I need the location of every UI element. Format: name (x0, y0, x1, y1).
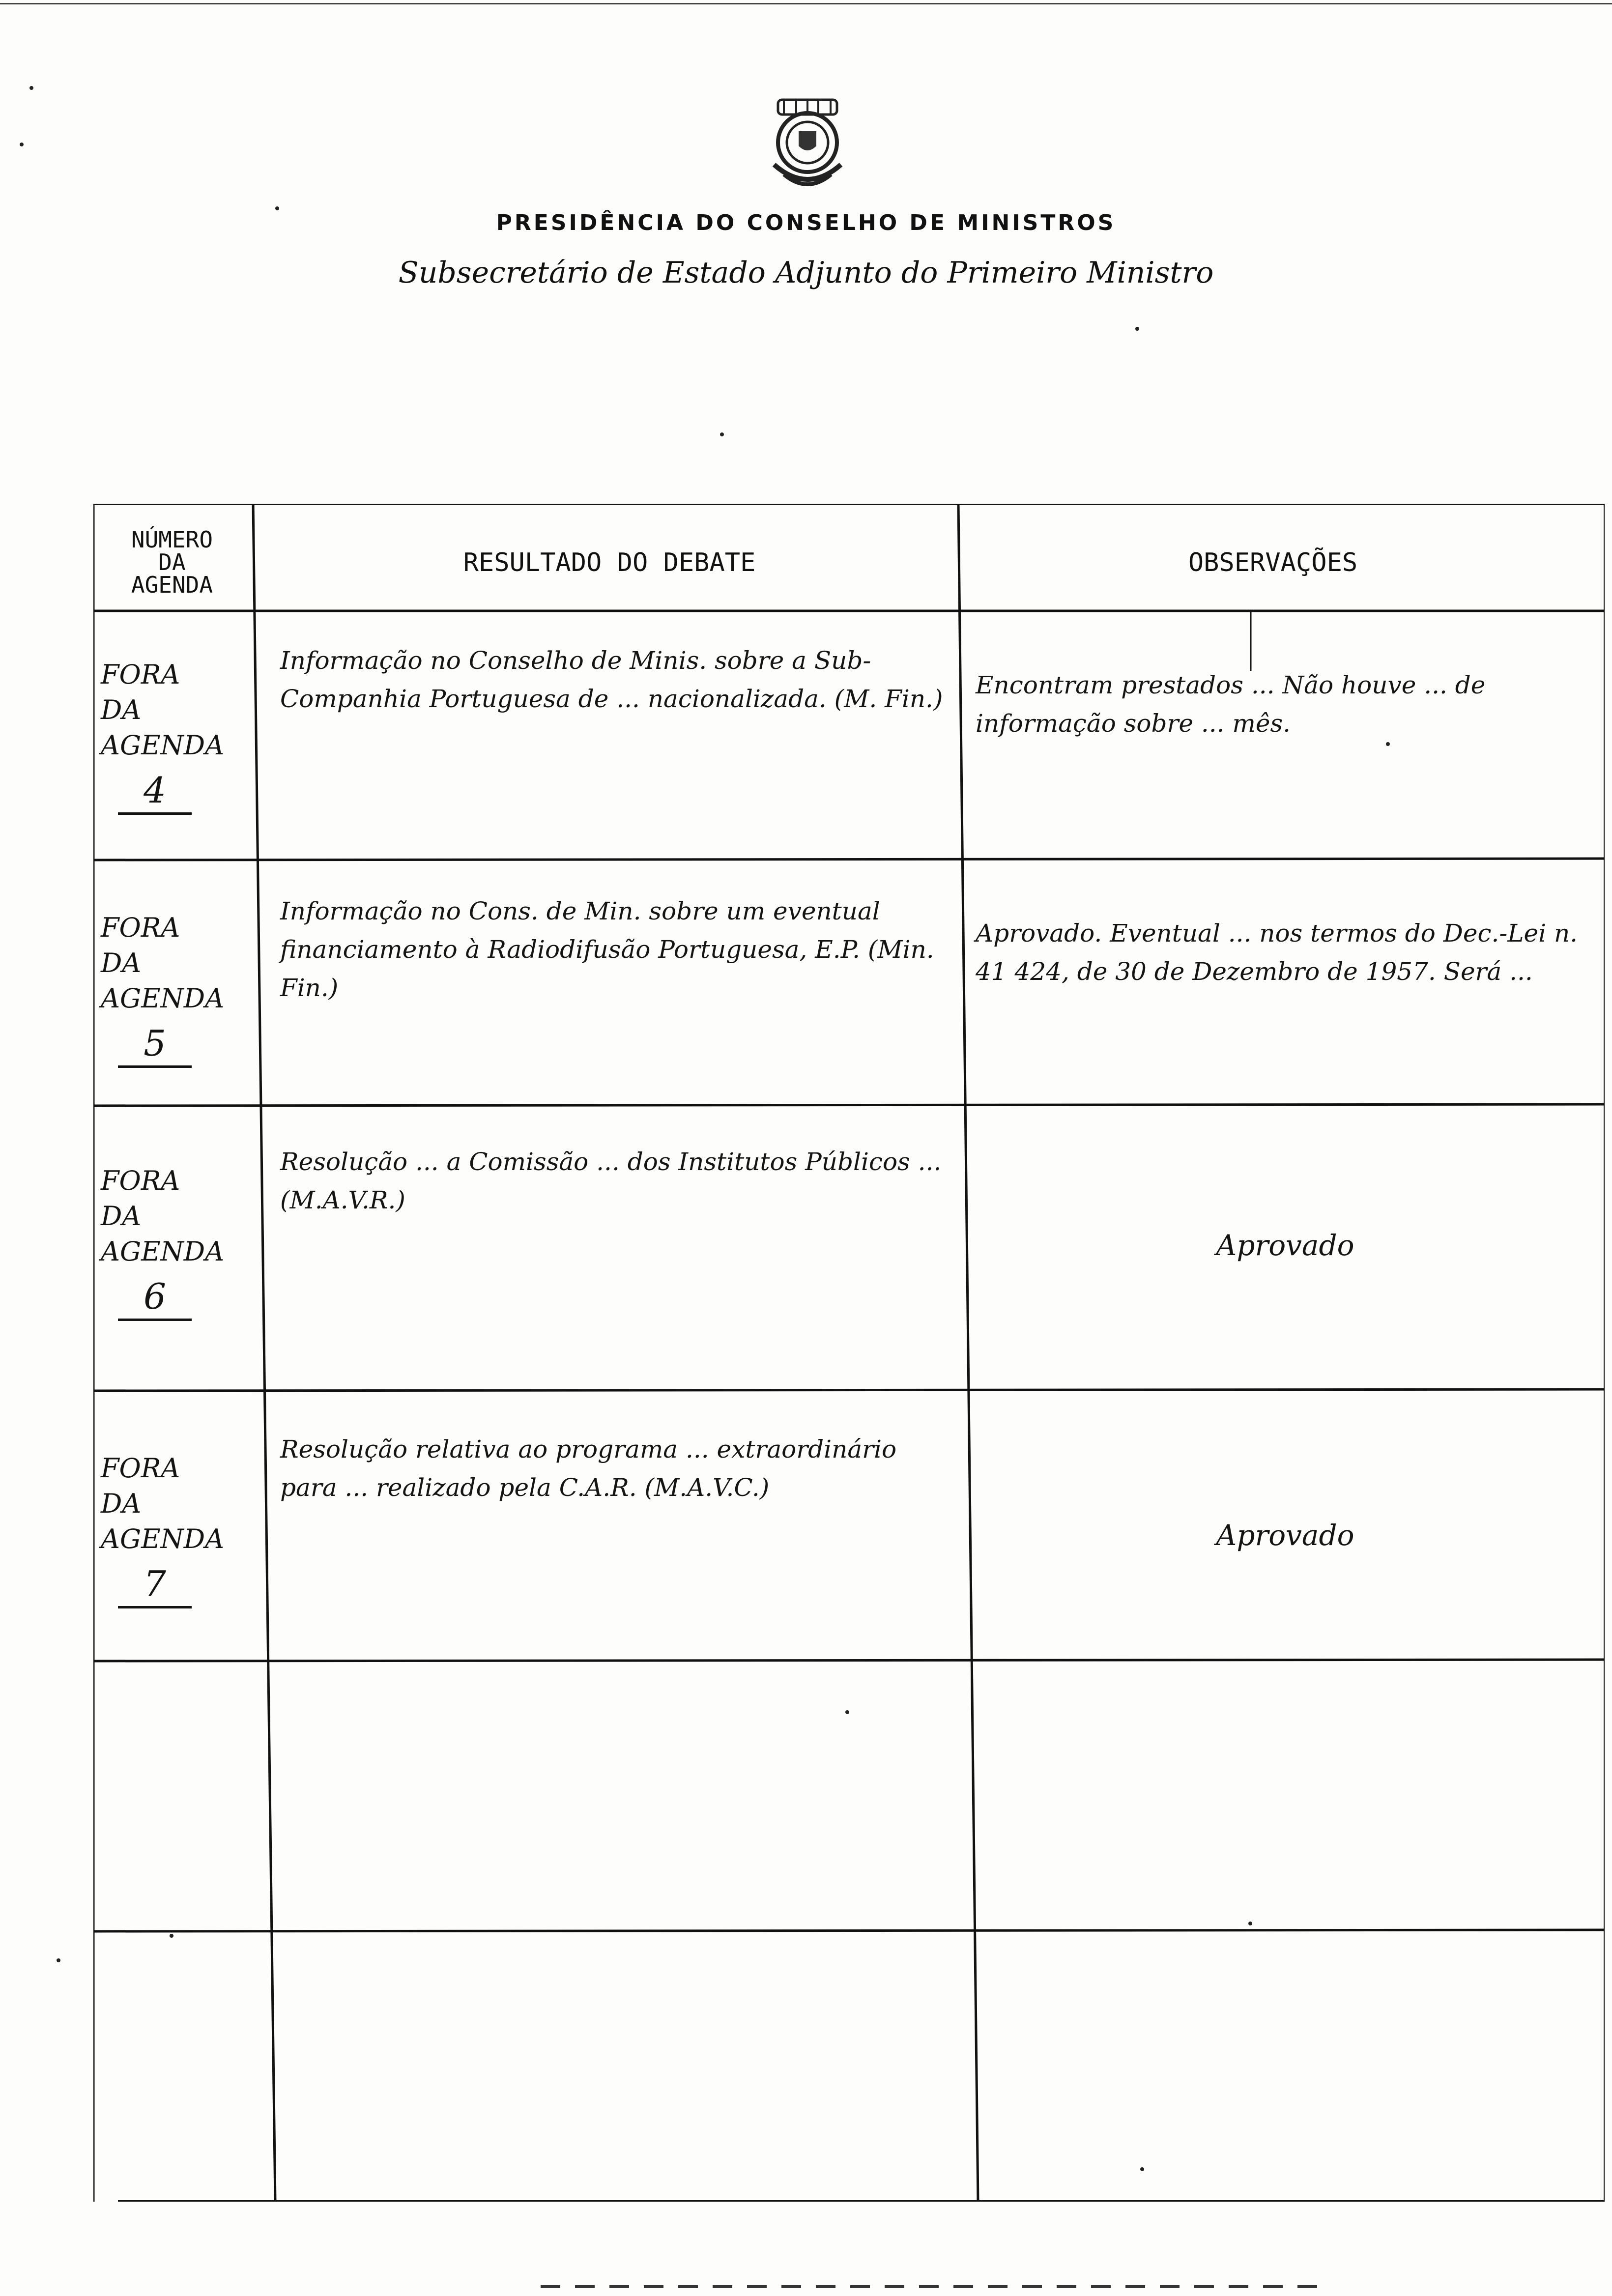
table-row-resultado: Resolução ... a Comissão ... dos Institutos Públicos ... (M.A.V.R.) (280, 1148, 942, 1214)
scan-noise-strip (541, 2285, 1327, 2288)
table-row-number (101, 1415, 248, 1644)
scan-speck (57, 1958, 60, 1962)
coat-of-arms-emblem (764, 96, 850, 194)
agenda-number: 6 (118, 1274, 192, 1321)
table-row-observacoes: Aprovado (1216, 1229, 1354, 1262)
column-header-resultado: RESULTADO DO DEBATE (463, 548, 756, 577)
column-header-numero: NÚMERO DA AGENDA (131, 526, 213, 598)
header-subtitle: Subsecretário de Estado Adjunto do Primeiro Ministro (398, 256, 1214, 290)
scan-speck (1135, 327, 1139, 331)
table-row-observacoes: Aprovado (1216, 1519, 1354, 1552)
table-row-number (101, 622, 248, 850)
table-row-resultado: Informação no Cons. de Min. sobre um eventual financiamento à Radiodifusão Portuguesa, E.P. (Min. Fin.) (280, 897, 934, 1002)
agenda-label: FORA DA AGENDA (101, 659, 225, 761)
agenda-number: 7 (118, 1562, 192, 1608)
agenda-number: 5 (118, 1021, 192, 1068)
table-row-number (101, 1128, 248, 1356)
agenda-label: FORA DA AGENDA (101, 1453, 225, 1554)
table-row-number (101, 875, 248, 1103)
scan-speck (20, 143, 24, 146)
scan-speck (29, 86, 33, 90)
scan-speck (170, 1934, 173, 1938)
table-row-observacoes: Aprovado. Eventual ... nos termos do Dec.-Lei n. 41 424, de 30 de Dezembro de 1957. Será ... (976, 919, 1578, 986)
scan-speck (1248, 1922, 1252, 1925)
table-row-resultado: Informação no Conselho de Minis. sobre a Sub-Companhia Portuguesa de ... nacionalizada. (M. Fin.) (280, 646, 943, 713)
scan-speck (275, 206, 279, 210)
scan-speck (1140, 2167, 1144, 2171)
scan-speck (845, 1710, 849, 1714)
agenda-label: FORA DA AGENDA (101, 912, 225, 1014)
agenda-number: 4 (118, 768, 192, 815)
table-row-observacoes: Encontram prestados ... Não houve ... de informação sobre ... mês. (976, 671, 1486, 738)
header-title: PRESIDÊNCIA DO CONSELHO DE MINISTROS (496, 210, 1116, 235)
top-border-line (0, 3, 1612, 4)
scan-speck (720, 432, 724, 436)
scan-speck (1386, 742, 1390, 746)
agenda-label: FORA DA AGENDA (101, 1165, 225, 1267)
agenda-table-grid (93, 504, 1605, 2202)
table-row-resultado: Resolução relativa ao programa ... extraordinário para ... realizado pela C.A.R. (M.A.V.C.) (280, 1435, 897, 1502)
column-header-observacoes: OBSERVAÇÕES (1188, 548, 1358, 577)
